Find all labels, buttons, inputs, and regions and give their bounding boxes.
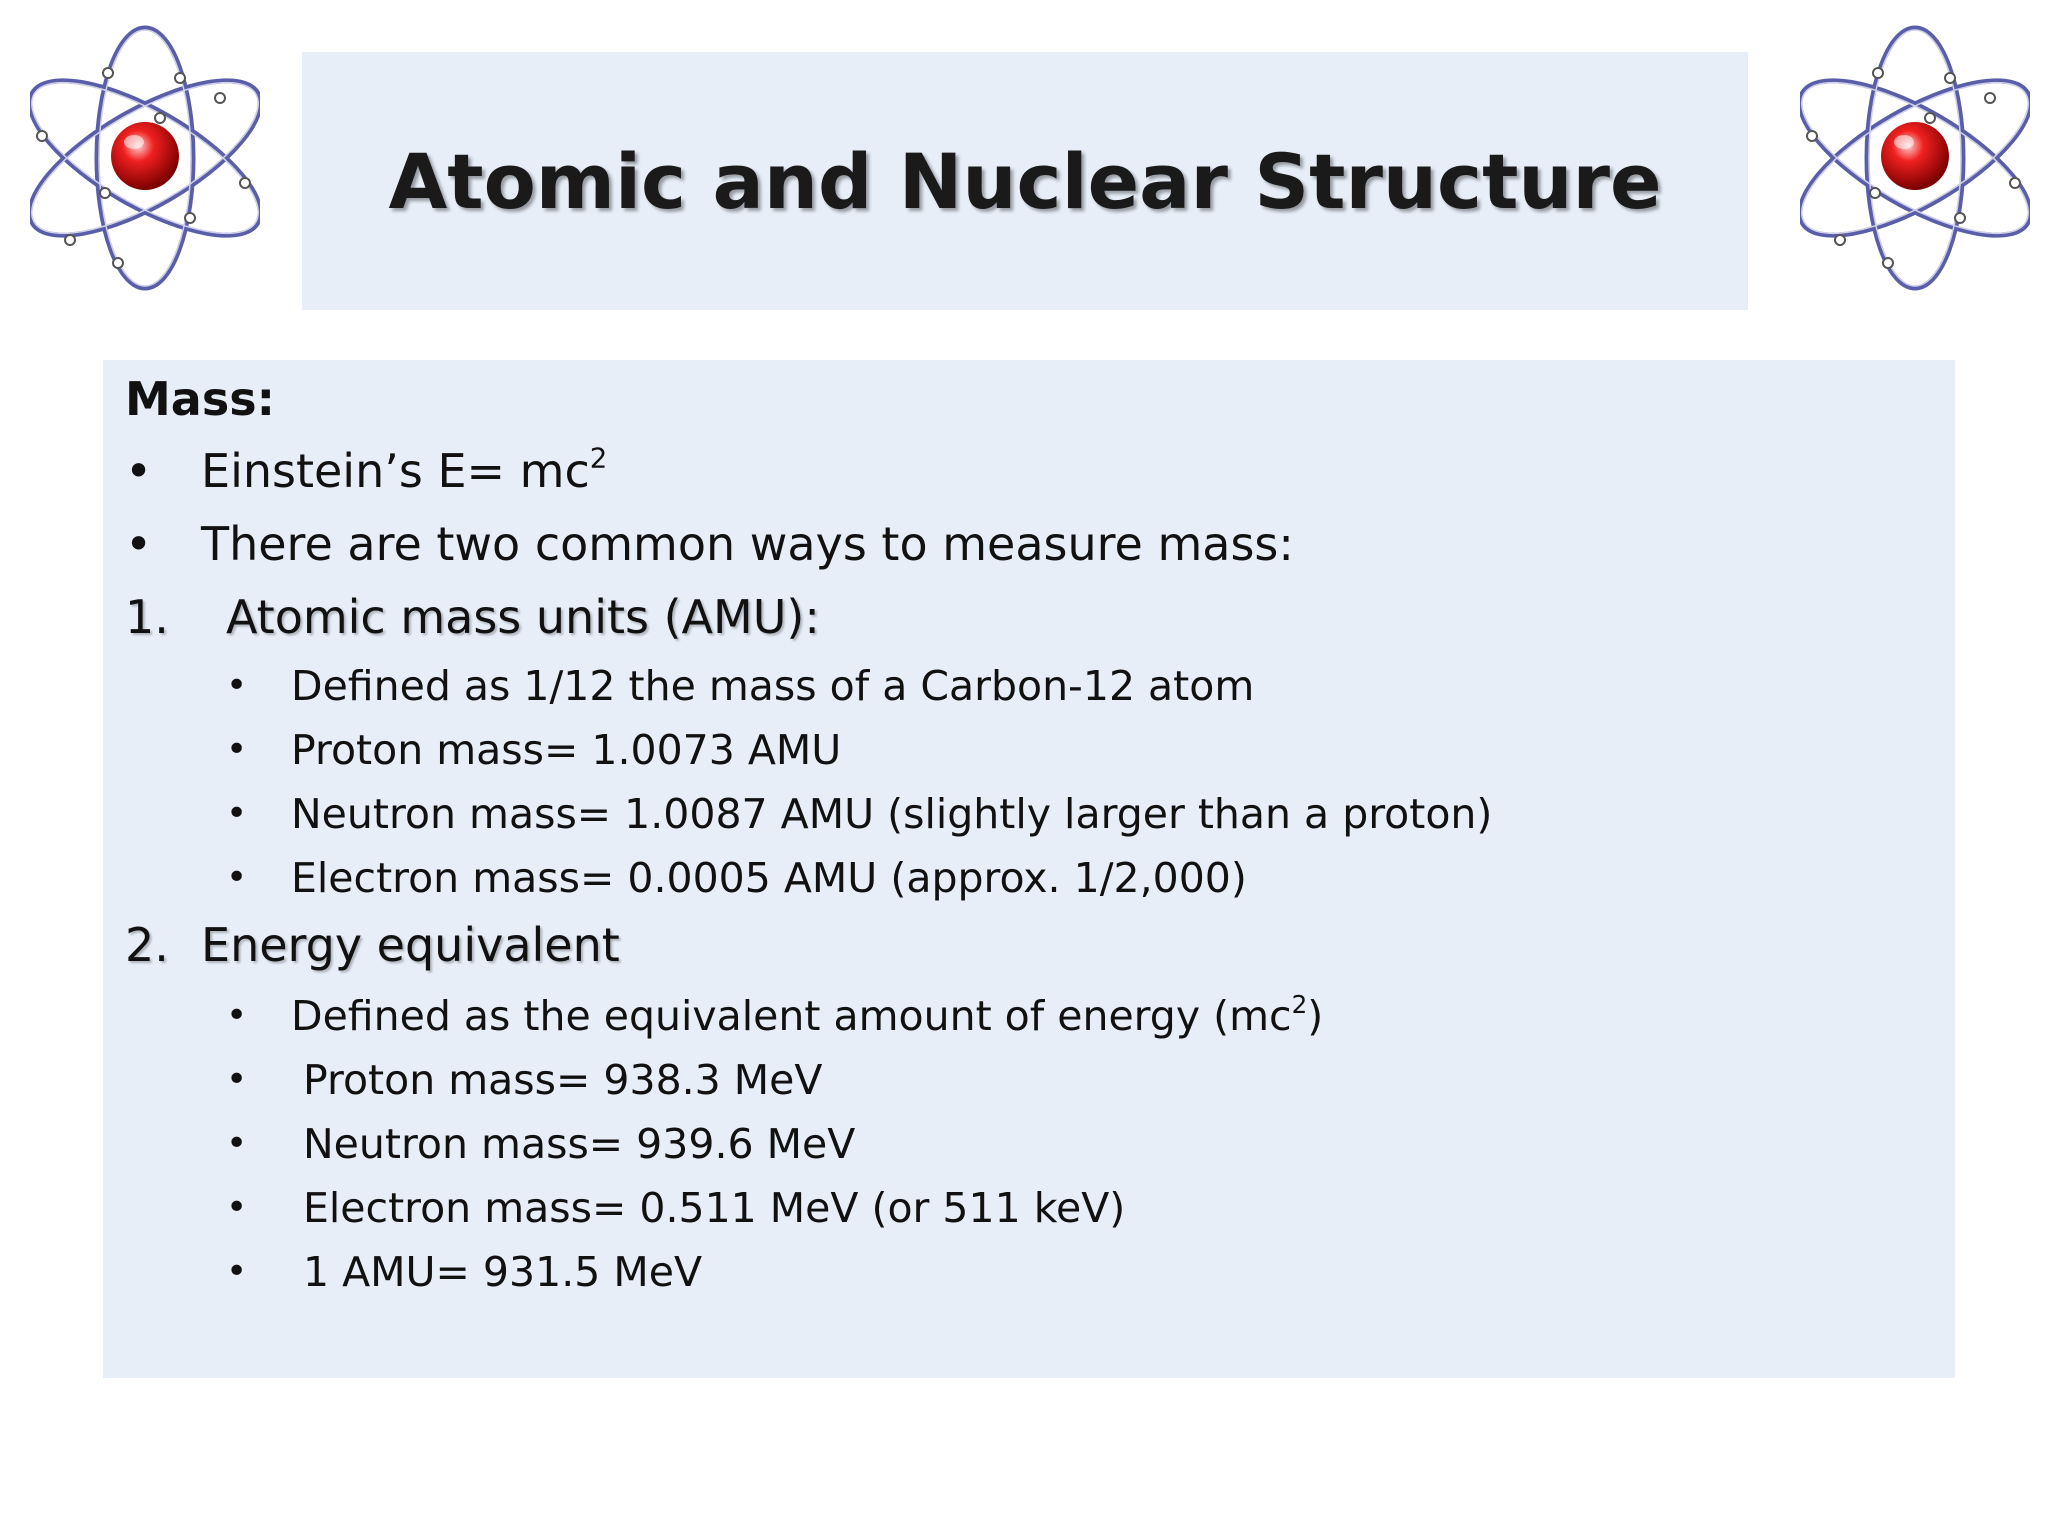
list-item: Proton mass= 1.0073 AMU	[291, 726, 842, 774]
bullet: •	[125, 444, 153, 498]
bullet: •	[226, 1187, 248, 1228]
list-item: Defined as the equivalent amount of energy $(mc^2)$	[291, 989, 1324, 1040]
section-energy-label: Energy equivalent	[201, 918, 620, 972]
bullet: •	[226, 1123, 248, 1164]
bullet-measure-ways: There are two common ways to measure mass:	[201, 517, 1294, 571]
page-title: Atomic and Nuclear Structure	[388, 136, 1662, 226]
list-number: 1.	[125, 590, 169, 644]
bullet-einstein: Einstein’s $E= mc^2$	[201, 441, 608, 498]
list-item: Neutron mass= 939.6 MeV	[303, 1120, 856, 1168]
title-panel	[302, 52, 1748, 310]
list-item: 1 AMU= 931.5 MeV	[303, 1248, 702, 1296]
atom-icon	[1800, 18, 2030, 298]
bullet: •	[226, 1059, 248, 1100]
bullet: •	[226, 793, 248, 834]
atom-icon	[30, 18, 260, 298]
list-item: Defined as 1/12 the mass of a Carbon-12 atom	[291, 662, 1255, 710]
list-item: Electron mass= 0.0005 AMU (approx. 1/2,000)	[291, 854, 1247, 902]
content-panel	[103, 360, 1955, 1378]
list-item: Neutron mass= 1.0087 AMU (slightly larger than a proton)	[291, 790, 1493, 838]
bullet: •	[226, 857, 248, 898]
list-number: 2.	[125, 918, 169, 972]
section-heading: Mass:	[125, 372, 275, 426]
list-item: Proton mass= 938.3 MeV	[303, 1056, 823, 1104]
list-item: Electron mass= 0.511 MeV (or 511 keV)	[303, 1184, 1126, 1232]
bullet: •	[226, 1251, 248, 1292]
bullet: •	[226, 665, 248, 706]
section-amu-label: Atomic mass units (AMU):	[226, 590, 820, 644]
bullet: •	[226, 729, 248, 770]
bullet: •	[226, 995, 248, 1036]
bullet: •	[125, 517, 153, 571]
